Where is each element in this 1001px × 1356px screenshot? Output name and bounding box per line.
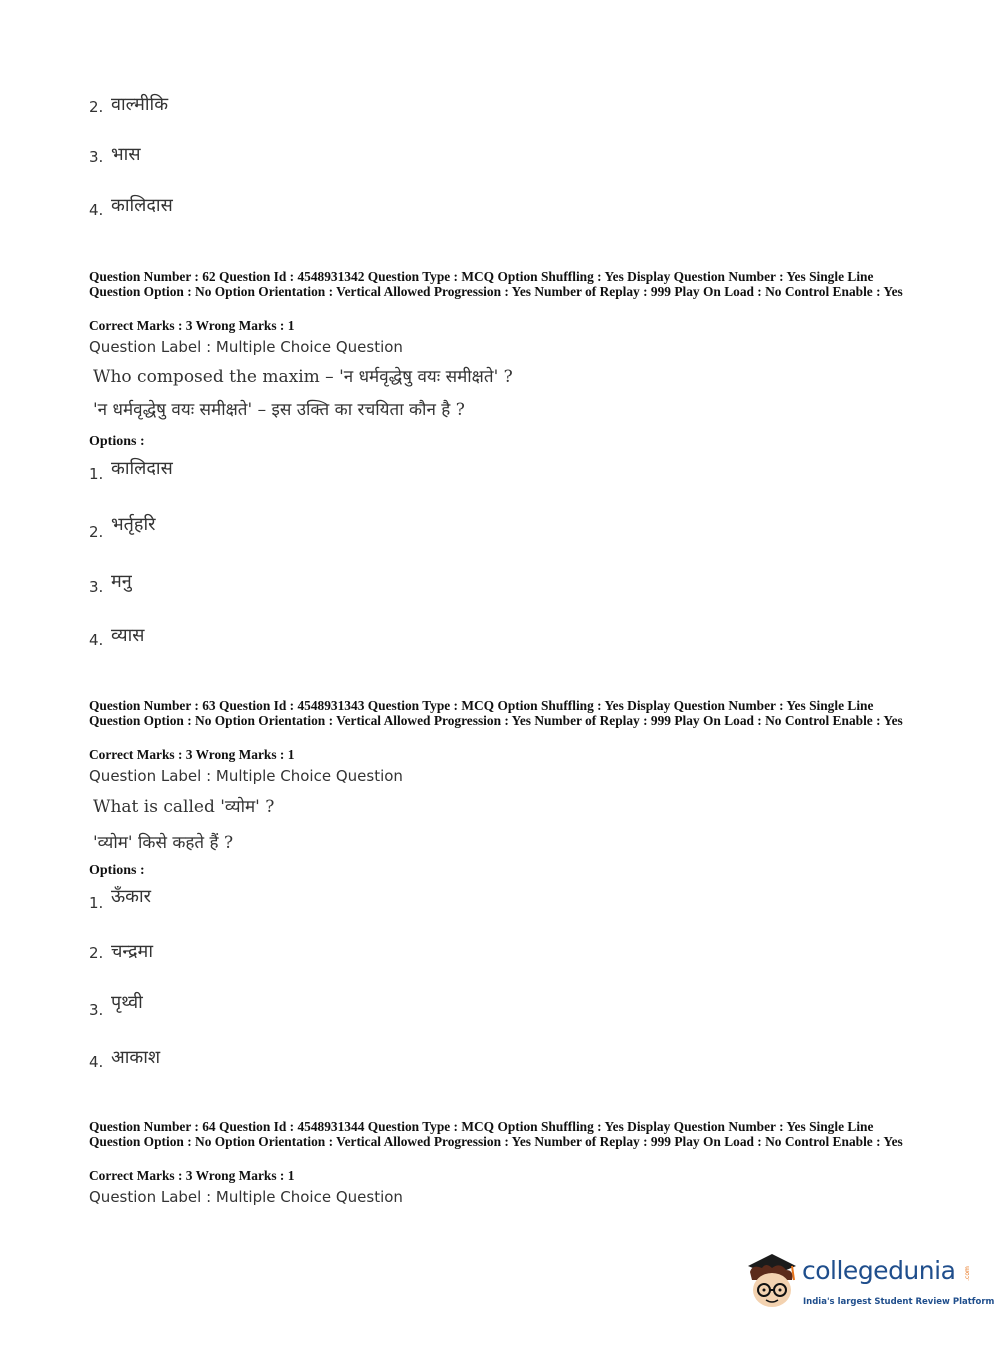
marks-info: Correct Marks : 3 Wrong Marks : 1 (89, 1168, 295, 1183)
question-text-english: Who composed the maxim – 'न धर्मवृद्धेषु वयः समीक्षते' ? (93, 367, 513, 387)
logo-tagline: India's largest Student Review Platform (803, 1297, 995, 1307)
marks-info: Correct Marks : 3 Wrong Marks : 1 (89, 747, 295, 762)
logo-wordmark: collegedunia (802, 1256, 956, 1285)
question-label: Question Label : Multiple Choice Question (89, 338, 403, 356)
question-meta: Question Number : 64 Question Id : 4548931344 Question Type : MCQ Option Shuffling : Yes Display Question Number : Yes Single Line Question Option : No Option Orientation : Vertical Allowed Progression : Yes Number of Replay : 999 Play On Load : No Control Enable : Yes (89, 1119, 903, 1149)
marks-info: Correct Marks : 3 Wrong Marks : 1 (89, 318, 295, 333)
collegedunia-logo[interactable] (742, 1250, 995, 1320)
question-meta: Question Number : 63 Question Id : 4548931343 Question Type : MCQ Option Shuffling : Yes Display Question Number : Yes Single Line Question Option : No Option Orientation : Vertical Allowed Progression : Yes Number of Replay : 999 Play On Load : No Control Enable : Yes (89, 698, 903, 728)
options-heading: Options : (89, 434, 145, 449)
question-meta: Question Number : 62 Question Id : 4548931342 Question Type : MCQ Option Shuffling : Yes Display Question Number : Yes Single Line Question Option : No Option Orientation : Vertical Allowed Progression : Yes Number of Replay : 999 Play On Load : No Control Enable : Yes (89, 269, 903, 299)
options-heading: Options : (89, 863, 145, 878)
question-label: Question Label : Multiple Choice Question (89, 767, 403, 785)
question-text-hindi: 'न धर्मवृद्धेषु वयः समीक्षते' – इस उक्ति का रचयिता कौन है ? (93, 400, 465, 420)
question-text-hindi: 'व्योम' किसे कहते हैं ? (93, 833, 234, 853)
question-label: Question Label : Multiple Choice Question (89, 1188, 403, 1206)
logo-domain: .com (963, 1266, 971, 1281)
question-text-english: What is called 'व्योम' ? (93, 797, 275, 817)
mascot-icon (742, 1250, 802, 1312)
